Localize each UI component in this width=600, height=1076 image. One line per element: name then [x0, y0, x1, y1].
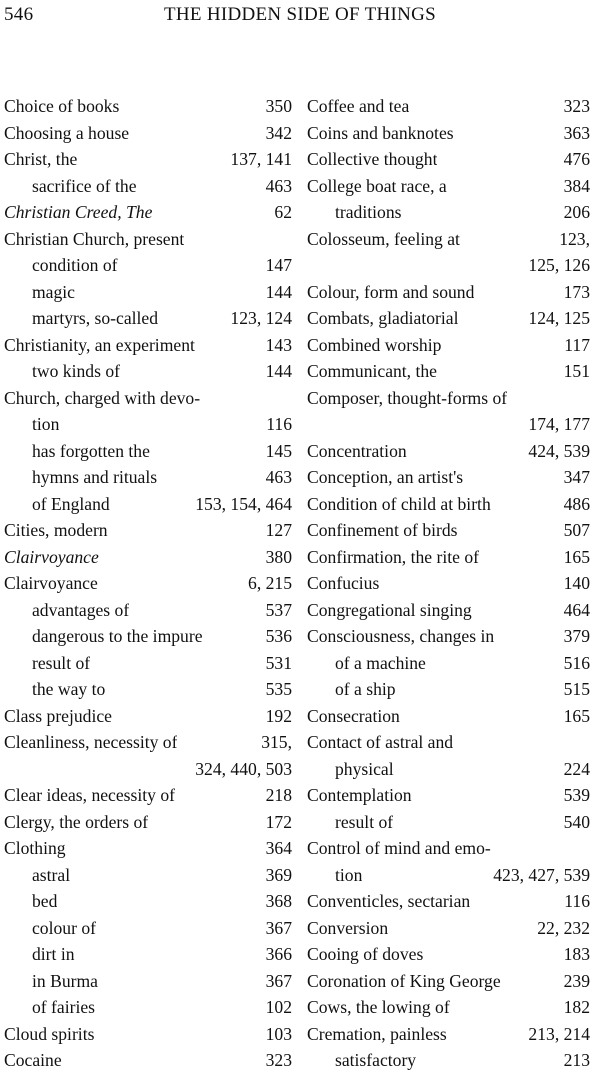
index-entry — [4, 332, 292, 359]
index-term: result of — [32, 652, 91, 673]
index-term: Colosseum, feeling at — [307, 228, 460, 249]
index-term: Cows, the lowing of — [307, 997, 450, 1017]
index-page-refs: 463 — [265, 467, 292, 487]
index-entry — [307, 1021, 590, 1048]
index-term: Consciousness, changes in — [307, 626, 495, 646]
index-subentry — [307, 756, 590, 783]
index-term: Coronation of King George — [307, 970, 501, 991]
index-term: Clothing — [4, 838, 66, 858]
index-term: Class prejudice — [4, 705, 112, 726]
index-page-refs: 515 — [563, 679, 590, 699]
index-term: Consecration — [307, 705, 400, 726]
index-page-refs: 123, 124 — [230, 308, 292, 328]
index-page-refs: 127 — [265, 520, 292, 540]
index-entry — [307, 597, 590, 624]
index-entry — [4, 1021, 292, 1048]
index-term: dangerous to the impure — [32, 626, 203, 646]
index-subentry — [4, 305, 292, 332]
index-subentry — [4, 968, 292, 995]
index-term: of England — [32, 493, 110, 514]
index-subentry — [4, 279, 292, 306]
index-page-refs: 531 — [265, 652, 292, 673]
index-page-refs: 347 — [563, 467, 590, 487]
index-entry — [307, 888, 590, 915]
index-column-left — [4, 93, 292, 1074]
index-term: Choosing a house — [4, 122, 130, 143]
index-page-refs: 116 — [564, 891, 590, 911]
index-page-refs: 486 — [563, 493, 590, 514]
index-entry — [4, 809, 292, 836]
index-term: traditions — [335, 202, 402, 222]
index-entry — [4, 570, 292, 597]
index-entry — [4, 517, 292, 544]
index-term: Confucius — [307, 573, 380, 593]
index-page-refs: 172 — [265, 811, 292, 832]
index-page-refs: 476 — [563, 149, 590, 169]
index-subentry — [4, 597, 292, 624]
index-page-refs: 350 — [265, 96, 292, 116]
index-subentry — [4, 411, 292, 438]
index-page-refs: 424, 539 — [528, 440, 590, 461]
index-page-refs: 540 — [563, 811, 590, 832]
index-term: the way to — [32, 679, 106, 699]
index-page-refs: 124, 125 — [528, 308, 590, 328]
index-entry — [307, 332, 590, 359]
index-term: Clairvoyance — [4, 573, 98, 593]
index-page-refs: 165 — [563, 705, 590, 726]
index-entry — [307, 835, 590, 862]
index-entry — [4, 703, 292, 730]
index-subentry — [4, 888, 292, 915]
index-term: Collective thought — [307, 149, 438, 169]
index-page-refs: 143 — [265, 334, 292, 355]
index-term: dirt in — [32, 944, 75, 964]
index-page-refs: 206 — [563, 202, 590, 222]
index-term: condition of — [32, 255, 118, 275]
index-term: Cremation, painless — [307, 1023, 447, 1044]
index-page-refs: 174, 177 — [528, 414, 590, 434]
index-term: Cocaine — [4, 1050, 62, 1070]
index-page-refs: 6, 215 — [248, 573, 292, 593]
index-page-refs: 213 — [563, 1050, 590, 1070]
index-term: Congregational singing — [307, 599, 472, 620]
index-page-refs: 102 — [265, 997, 292, 1017]
index-subentry — [4, 252, 292, 279]
index-term: Conversion — [307, 917, 389, 938]
index-entry — [307, 623, 590, 650]
index-entry — [4, 226, 292, 253]
index-entry — [307, 120, 590, 147]
index-term: Coffee and tea — [307, 96, 410, 116]
index-subentry — [4, 623, 292, 650]
index-page-refs: 537 — [265, 599, 292, 620]
index-term: Contact of astral and — [307, 732, 454, 752]
index-term: Cleanliness, necessity of — [4, 732, 178, 752]
index-page-refs: 323 — [265, 1050, 292, 1070]
index-term: in Burma — [32, 970, 98, 991]
index-entry — [307, 570, 590, 597]
index-page-refs: 539 — [563, 785, 590, 805]
index-term: Christ, the — [4, 149, 78, 169]
index-entry — [307, 703, 590, 730]
index-page-refs: 516 — [563, 652, 590, 673]
index-term: of a ship — [335, 679, 396, 699]
index-entry — [4, 385, 292, 412]
index-entry — [307, 915, 590, 942]
index-subentry — [4, 491, 292, 518]
index-page-refs: 173 — [563, 281, 590, 302]
index-subentry — [4, 676, 292, 703]
index-page-refs: 192 — [265, 705, 292, 726]
index-subentry — [4, 358, 292, 385]
index-subentry — [4, 915, 292, 942]
index-term: Cloud spirits — [4, 1023, 95, 1044]
index-subentry — [307, 809, 590, 836]
index-page-refs: 323 — [563, 96, 590, 116]
index-subentry — [307, 199, 590, 226]
page-number: 546 — [4, 4, 34, 25]
index-page-refs: 342 — [265, 122, 292, 143]
index-page-refs: 22, 232 — [537, 917, 590, 938]
index-continuation — [307, 252, 590, 279]
index-page-refs: 535 — [265, 679, 292, 699]
index-column-right — [307, 93, 590, 1074]
index-entry — [307, 941, 590, 968]
index-term: colour of — [32, 917, 97, 938]
index-entry — [4, 146, 292, 173]
index-entry — [307, 358, 590, 385]
index-subentry — [4, 994, 292, 1021]
index-page-refs: 423, 427, 539 — [493, 864, 590, 885]
index-term: Christian Creed, The — [4, 202, 153, 222]
index-continuation — [4, 756, 292, 783]
index-term: Colour, form and sound — [307, 281, 475, 302]
index-entry — [307, 994, 590, 1021]
index-page-refs: 384 — [563, 175, 590, 196]
index-entry — [307, 226, 590, 253]
index-entry — [4, 782, 292, 809]
running-head: THE HIDDEN SIDE OF THINGS — [163, 4, 437, 25]
index-page-refs: 366 — [265, 944, 292, 964]
index-entry — [307, 464, 590, 491]
index-page-refs: 324, 440, 503 — [195, 758, 292, 779]
index-subentry — [4, 438, 292, 465]
index-continuation — [307, 411, 590, 438]
index-term: Clairvoyance — [4, 546, 99, 567]
index-page-refs: 117 — [564, 334, 590, 355]
index-entry — [307, 968, 590, 995]
index-page-refs: 123, — [559, 228, 590, 249]
index-page-refs: 463 — [265, 175, 292, 196]
index-page-refs: 315, — [261, 732, 292, 752]
index-term: Coins and banknotes — [307, 122, 454, 143]
index-term: Conventicles, sectarian — [307, 891, 471, 911]
index-page-refs: 137, 141 — [230, 149, 292, 169]
index-entry — [307, 544, 590, 571]
index-term: Condition of child at birth — [307, 493, 491, 514]
index-subentry — [307, 862, 590, 889]
index-term: result of — [335, 811, 394, 832]
index-term: physical — [335, 758, 394, 779]
index-entry — [307, 173, 590, 200]
index-term: Confirmation, the rite of — [307, 546, 479, 567]
index-term: Cities, modern — [4, 520, 108, 540]
index-term: Contemplation — [307, 785, 412, 805]
index-entry — [307, 491, 590, 518]
index-page-refs: 147 — [265, 255, 292, 275]
index-term: tion — [32, 414, 60, 434]
index-term: two kinds of — [32, 361, 120, 381]
index-page-refs: 363 — [563, 122, 590, 143]
index-term: astral — [32, 864, 71, 885]
index-page-refs: 367 — [265, 917, 292, 938]
index-page-refs: 140 — [563, 573, 590, 593]
index-entry — [4, 1047, 292, 1074]
index-page-refs: 224 — [563, 758, 590, 779]
index-subentry — [4, 464, 292, 491]
index-term: satisfactory — [335, 1050, 417, 1070]
index-page-refs: 218 — [265, 785, 292, 805]
index-page-refs: 368 — [265, 891, 292, 911]
index-page-refs: 116 — [266, 414, 292, 434]
index-term: Clear ideas, necessity of — [4, 785, 175, 805]
index-page-refs: 62 — [274, 202, 292, 222]
index-entry — [4, 199, 292, 226]
index-page-refs: 103 — [265, 1023, 292, 1044]
index-subentry — [4, 173, 292, 200]
index-term: has forgotten the — [32, 440, 150, 461]
index-entry — [307, 517, 590, 544]
index-page-refs: 367 — [265, 970, 292, 991]
index-page-refs: 364 — [265, 838, 292, 858]
index-term: Confinement of birds — [307, 520, 458, 540]
index-term: Combats, gladiatorial — [307, 308, 459, 328]
index-term: of a machine — [335, 652, 426, 673]
index-page-refs: 145 — [265, 440, 292, 461]
index-subentry — [4, 941, 292, 968]
index-term: of fairies — [32, 997, 96, 1017]
index-term: Control of mind and emo- — [307, 838, 491, 858]
index-subentry — [307, 1047, 590, 1074]
index-entry — [4, 729, 292, 756]
index-term: Church, charged with devo- — [4, 387, 201, 408]
index-page-refs: 213, 214 — [528, 1023, 590, 1044]
index-page-refs: 125, 126 — [528, 255, 590, 275]
index-term: Composer, thought-forms of — [307, 387, 508, 408]
index-entry — [307, 279, 590, 306]
index-subentry — [307, 676, 590, 703]
index-term: Clergy, the orders of — [4, 811, 149, 832]
index-entry — [307, 729, 590, 756]
index-term: bed — [32, 891, 58, 911]
index-term: martyrs, so-called — [32, 308, 159, 328]
index-page-refs: 153, 154, 464 — [195, 493, 292, 514]
index-term: Communicant, the — [307, 361, 437, 381]
index-page-refs: 151 — [563, 361, 590, 381]
index-page-refs: 144 — [265, 361, 292, 381]
index-page-refs: 369 — [265, 864, 292, 885]
index-term: advantages of — [32, 599, 130, 620]
index-subentry — [4, 650, 292, 677]
index-entry — [307, 146, 590, 173]
index-term: Cooing of doves — [307, 944, 424, 964]
index-entry — [4, 120, 292, 147]
index-term: Concentration — [307, 440, 407, 461]
index-entry — [307, 305, 590, 332]
index-entry — [307, 782, 590, 809]
index-term: magic — [32, 281, 75, 302]
index-term: Christian Church, present — [4, 228, 185, 249]
index-page-refs: 144 — [265, 281, 292, 302]
index-subentry — [307, 650, 590, 677]
index-page-refs: 507 — [563, 520, 590, 540]
index-page-refs: 536 — [265, 626, 292, 646]
index-term: sacrifice of the — [32, 175, 137, 196]
index-page-refs: 464 — [563, 599, 590, 620]
index-entry — [4, 93, 292, 120]
index-page-refs: 165 — [563, 546, 590, 567]
index-entry — [4, 835, 292, 862]
index-entry — [4, 544, 292, 571]
index-term: College boat race, a — [307, 175, 447, 196]
index-term: Choice of books — [4, 96, 120, 116]
index-term: Christianity, an experiment — [4, 334, 195, 355]
index-page-refs: 239 — [563, 970, 590, 991]
index-term: Combined worship — [307, 334, 442, 355]
index-entry — [307, 438, 590, 465]
index-term: hymns and rituals — [32, 467, 158, 487]
index-entry — [307, 385, 590, 412]
index-page-refs: 183 — [563, 944, 590, 964]
index-term: tion — [335, 864, 363, 885]
index-page-refs: 379 — [563, 626, 590, 646]
page-header — [4, 4, 596, 30]
index-subentry — [4, 862, 292, 889]
index-term: Conception, an artist's — [307, 467, 464, 487]
index-entry — [307, 93, 590, 120]
index-page-refs: 182 — [563, 997, 590, 1017]
index-page-refs: 380 — [265, 546, 292, 567]
